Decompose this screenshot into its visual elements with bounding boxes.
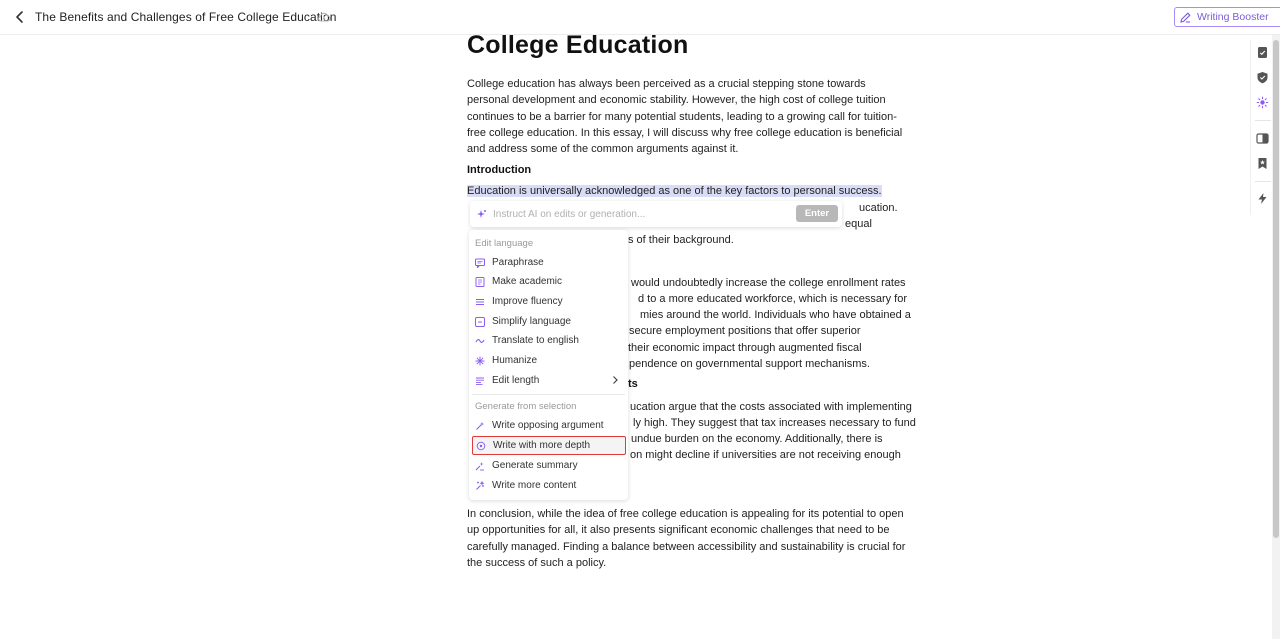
- lines-icon: [475, 297, 485, 307]
- ai-instruct-input[interactable]: [493, 209, 788, 220]
- menu-item-label: Write opposing argument: [492, 420, 604, 431]
- pen-icon: [1179, 11, 1192, 24]
- generate-header: Generate from selection: [475, 401, 577, 412]
- paragraph-fragment: pendence on governmental support mechanisms.: [629, 358, 870, 370]
- ai-action-menu: [469, 230, 628, 500]
- menu-item-edit-length[interactable]: [472, 371, 626, 390]
- menu-item-translate[interactable]: [472, 331, 626, 350]
- document-title: The Benefits and Challenges of Free College Education: [35, 10, 337, 24]
- menu-item-improve-fluency[interactable]: [472, 292, 626, 311]
- conclusion-paragraph[interactable]: In conclusion, while the idea of free college education is appealing for its potential to open up opportunities for all, it also presents significant economic challenges that need to be carefully managed. Finding a balance between accessibility and sustainability is crucial for the success of such a policy.: [467, 508, 906, 569]
- length-icon: [475, 376, 485, 386]
- menu-item-write-more-content[interactable]: [472, 476, 626, 495]
- top-bar: [0, 0, 1280, 35]
- enter-button[interactable]: Enter: [796, 205, 838, 222]
- paragraph-fragment: on might decline if universities are not receiving enough: [630, 449, 901, 461]
- menu-item-label: Make academic: [492, 276, 563, 287]
- selected-sentence[interactable]: Education is universally acknowledged as one of the key factors to personal success.: [467, 185, 882, 197]
- cloud-sync-icon: [317, 10, 331, 24]
- article-heading: College Education: [467, 31, 689, 59]
- menu-item-label: Humanize: [492, 355, 538, 366]
- menu-item-humanize[interactable]: [472, 351, 626, 370]
- menu-item-label: Write with more depth: [493, 440, 591, 451]
- menu-item-label: Improve fluency: [492, 296, 563, 307]
- translate-icon: [475, 336, 485, 346]
- paragraph-fragment: s of their background.: [628, 234, 734, 246]
- depth-icon: [476, 441, 486, 451]
- rail-divider: [1255, 120, 1271, 121]
- shield-icon[interactable]: [1256, 71, 1269, 84]
- simplify-icon: [475, 317, 485, 327]
- menu-divider: [472, 394, 625, 395]
- intro-paragraph[interactable]: College education has always been perceived as a crucial stepping stone towards personal development and economic stability. However, the high cost of college tuition continues to be a barrier for many potential students, leading to a growing call for tuition-free college education. In this essay, I will discuss why free college education is beneficial and address some of the common arguments against it.: [467, 78, 903, 156]
- ai-instruct-bar: [470, 201, 842, 227]
- paragraph-fragment: would undoubtedly increase the college enrollment rates: [631, 277, 906, 289]
- scrollbar-thumb[interactable]: [1273, 40, 1279, 538]
- paragraph-fragment: undue burden on the economy. Additionally, there is: [631, 433, 883, 445]
- ai-sparkle-icon[interactable]: [1256, 96, 1269, 109]
- right-tool-rail: [1250, 40, 1272, 215]
- menu-item-label: Paraphrase: [492, 257, 544, 268]
- menu-item-label: Translate to english: [492, 335, 579, 346]
- menu-item-label: Write more content: [492, 480, 577, 491]
- edit-language-header: Edit language: [475, 238, 534, 249]
- back-arrow-icon[interactable]: [12, 9, 28, 25]
- paragraph-fragment: their economic impact through augmented fiscal: [628, 342, 862, 354]
- chevron-right-icon: [611, 375, 619, 385]
- menu-item-write-opposing-argument[interactable]: [472, 416, 626, 435]
- academic-icon: [475, 277, 485, 287]
- chat-bubble-icon: [475, 258, 485, 268]
- paragraph-fragment: ucation argue that the costs associated with implementing: [630, 401, 912, 413]
- writing-booster-label: Writing Booster: [1197, 11, 1269, 23]
- paragraph-fragment: d to a more educated workforce, which is necessary for: [638, 293, 908, 305]
- menu-item-generate-summary[interactable]: [472, 456, 626, 475]
- vertical-scrollbar[interactable]: [1272, 35, 1280, 639]
- paragraph-fragment: secure employment positions that offer superior: [629, 325, 861, 337]
- writing-booster-button[interactable]: [1174, 7, 1280, 27]
- split-view-icon[interactable]: [1256, 132, 1269, 145]
- paragraph-fragment: ucation.: [859, 202, 898, 214]
- menu-item-label: Simplify language: [492, 316, 571, 327]
- summary-icon: [475, 461, 485, 471]
- document-check-icon[interactable]: [1256, 46, 1269, 59]
- paragraph-fragment: equal: [845, 218, 872, 230]
- menu-item-paraphrase[interactable]: [472, 253, 626, 272]
- selected-text-line[interactable]: [467, 183, 882, 199]
- menu-item-simplify-language[interactable]: [472, 312, 626, 331]
- paragraph-fragment: mies around the world. Individuals who have obtained a: [640, 309, 911, 321]
- menu-item-label: Edit length: [492, 375, 540, 386]
- ai-sparkle-icon: [476, 209, 487, 220]
- menu-item-label: Generate summary: [492, 460, 578, 471]
- sparkle-icon: [475, 356, 485, 366]
- rail-divider: [1255, 181, 1271, 182]
- section-heading-fragment: ts: [628, 378, 638, 390]
- menu-item-make-academic[interactable]: [472, 272, 626, 291]
- lightning-icon[interactable]: [1256, 192, 1269, 205]
- magic-icon: [475, 481, 485, 491]
- menu-item-write-with-more-depth[interactable]: [472, 436, 626, 455]
- section-heading-introduction: Introduction: [467, 164, 532, 176]
- bookmark-star-icon[interactable]: [1256, 157, 1269, 170]
- wand-icon: [475, 421, 485, 431]
- paragraph-fragment: ly high. They suggest that tax increases necessary to fund: [633, 417, 916, 429]
